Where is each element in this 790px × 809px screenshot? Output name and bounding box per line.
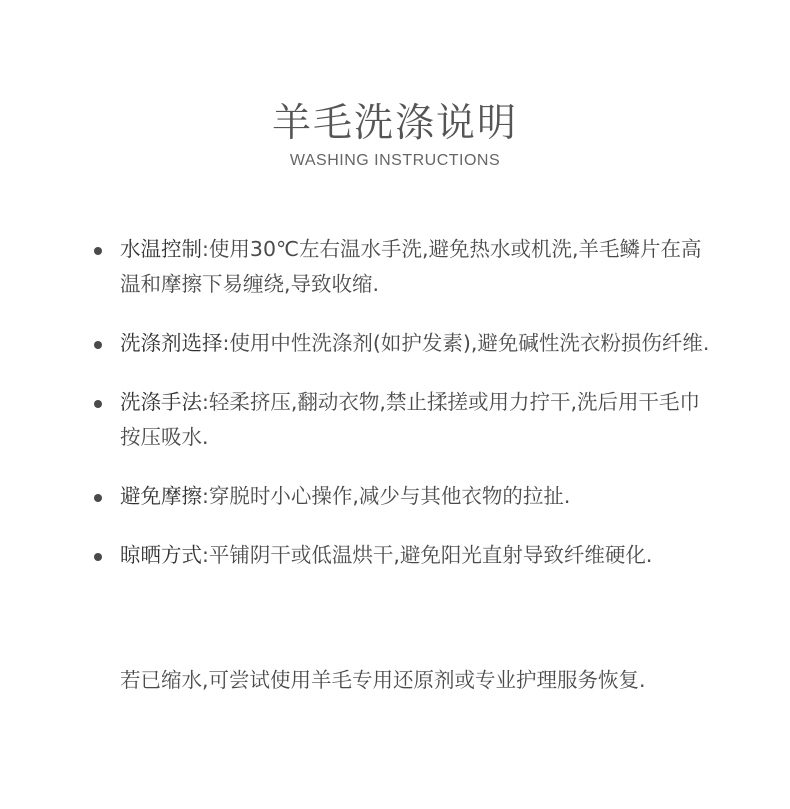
item-body: :平铺阴干或低温烘干,避免阳光直射导致纤维硬化. [202,543,653,567]
item-body: :使用30℃左右温水手洗,避免热水或机洗,羊毛鳞片在高温和摩擦下易缠绕,导致收缩. [120,237,702,296]
list-item [94,479,714,514]
bullet-icon [94,247,102,255]
instruction-list [94,232,714,573]
item-heading: 水温控制 [120,237,202,261]
item-body: :穿脱时小心操作,减少与其他衣物的拉扯. [202,484,571,508]
list-item [94,326,714,361]
list-item [94,385,714,455]
page-subtitle: WASHING INSTRUCTIONS [289,152,501,169]
bullet-icon [94,494,102,502]
bullet-icon [94,400,102,408]
item-heading: 晾晒方式 [120,543,202,567]
bullet-icon [94,341,102,349]
shrink-note: 若已缩水,可尝试使用羊毛专用还原剂或专业护理服务恢复. [120,668,646,692]
item-heading: 洗涤手法 [120,390,202,414]
list-item [94,232,714,302]
list-item [94,538,714,573]
item-heading: 洗涤剂选择 [120,331,223,355]
item-heading: 避免摩擦 [120,484,202,508]
page-title: 羊毛洗涤说明 [271,101,518,146]
bullet-icon [94,553,102,561]
item-body: :轻柔挤压,翻动衣物,禁止揉搓或用力拧干,洗后用干毛巾按压吸水. [120,390,700,449]
item-body: :使用中性洗涤剂(如护发素),避免碱性洗衣粉损伤纤维. [222,331,710,355]
